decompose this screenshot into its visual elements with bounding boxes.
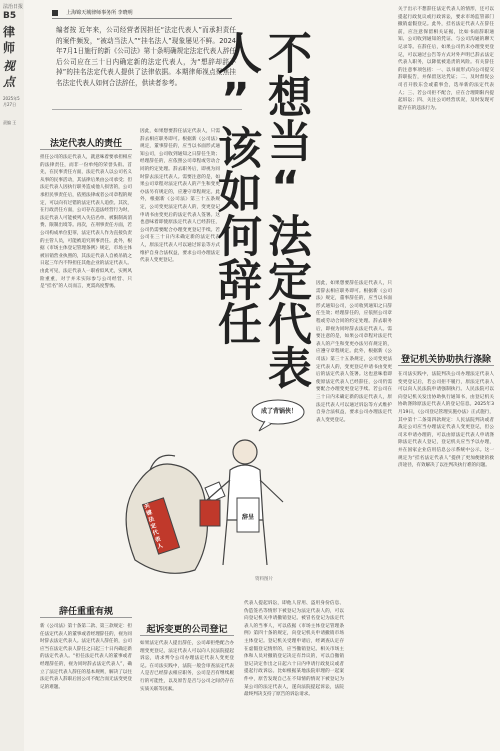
left-masthead-strip (0, 0, 24, 751)
section-title-registration: 登记机关协助执行涤除 (400, 355, 491, 365)
editor-note-tag: 上海锦天城律师事务所 李晓明 (66, 10, 133, 16)
body-text: 新《公司法》第十条第二款、第三款规定：担任法定代表人的董事或者经理辞任的，视为同时辞去法定代表人。法定代表人辞任的，公司应当在法定代表人辞任之日起三十日内确定新的法定代表人。“担任法定代表人的董事或者经理辞任的，视为同时辞去法定代表人”，确立了法定代表人辞任的基本规则，解决了以往法定代表人辞职后因公司不配合而无法变更登记的难题。 (40, 624, 132, 690)
middle-column-bottom (140, 622, 234, 732)
illustration (95, 390, 305, 590)
column-title-2: 视点 (3, 59, 16, 89)
square-bullet-icon (52, 10, 58, 16)
body-text: 因此，如果想要辞任法定代表人，只需辞去相应职务即可。根据新《公司法》规定，董事辞任的，应当以书面形式通知公司，公司收到通知之日辞任生效；经理辞任的，应依照公司章程或劳动合同的约定处理。辞去职务后，即视为同时辞去法定代表人。需要注意的是，如果公司章程对法定代表人的产生和变更办法另有规定的，应遵守章程规定。此外，根据新《公司法》第三十五条规定，公司变更法定代表人的，变更登记申请书由变更后的法定代表人签署。这也意味着即使原法定代表人已经辞任，公司仍需要配合办理变更登记手续。若公司在三十日内未确定新的法定代表人，原法定代表人可以通过诉讼等方式维护自身合法权益，要求公司办理法定代表人变更登记。 (140, 129, 220, 264)
paper-name: 法治日报 (2, 4, 23, 10)
right-center-column-top (316, 280, 392, 610)
date-line: 2025年5月27日 (3, 96, 20, 107)
body-text: 因此，如果想要辞任法定代表人，只需辞去相应职务即可。根据新《公司法》规定，董事辞任的，应当以书面形式通知公司，公司收到通知之日辞任生效；经理辞任的，应依照公司章程或劳动合同的约定处理。辞去职务后，即视为同时辞去法定代表人。需要注意的是，如果公司章程对法定代表人的产生和变更办法另有规定的，应遵守章程规定。此外，根据新《公司法》第三十五条规定，公司变更法定代表人的，变更登记申请书由变更后的法定代表人签署。这也意味着即使原法定代表人已经辞任，公司仍需要配合办理变更登记手续。若公司在三十日内未确定新的法定代表人，原法定代表人可以通过诉讼等方式维护自身合法权益，要求公司办理法定代表人变更登记。 (316, 281, 392, 423)
far-right-column (398, 6, 494, 746)
section-title-lawsuit: 起诉变更的公司登记 (146, 625, 228, 635)
column-title-1: 律师 (3, 25, 16, 55)
headline: 不想当“法定代表人”该如何辞任 (210, 30, 311, 389)
body-text: 在司法实践中，法院判决公司办理法定代表人变更登记后，若公司拒不履行，原法定代表人可以向人民法院申请强制执行。人民法院可以向登记机关发出协助执行通知书，由登记机关协助涤除原法定代表人的登记信息。2025年3月19日，《公司登记管理实施办法》正式施行，其中第十二条第四款规定：人民法院判决或者裁定公司应当办理法定代表人变更登记，但公司未申请办理的，可以由原法定代表人申请涤除法定代表人登记，登记机关应当予以办理，并在国家企业信用信息公示系统中公示。这一规定为“挂名法定代表人”提供了更加便捷的救济途径，有效解决了以往判决执行难的问题。 (398, 372, 494, 469)
divider (398, 365, 494, 366)
body-text: 关于出示不想辞任法定代表人的情形，还可以提起行政复议或行政诉讼，要求市场监管部门撤销虚假登记。此外，挂名法定代表人在辞任前，应注意保留相关证据，比如书面辞职通知、公司收到通知的凭证、与公司沟通的聊天记录等。在辞任后，如果公司仍未办理变更登记，可以通过公告等方式对外声明已辞去法定代表人职务，以降低被追责的风险。有关辞任的注意事项包括：一、以书面形式向公司提交辞职报告，并保留送达凭证；二、及时督促公司召开股东会或董事会，选举新的法定代表人；三、若公司拒不配合，应在合理期限内提起诉讼；四、关注公司经营状况，及时发现可能存在的违法行为。 (398, 7, 494, 111)
speech-bubble-text: 成了背锅侠！ (260, 408, 297, 415)
editor-note-header (52, 9, 232, 19)
page-number: B5 (3, 11, 17, 21)
body-text: 担任公司的法定代表人，就意味着要承担相应的法律责任，而非一份单纯的荣誉头衔。首先，在民事责任方面，法定代表人以公司名义从事的民事活动，其法律后果由公司承受；但法定代表人因执行职务造成他人损害的，公司承担民事责任后，依照法律或者公司章程的规定，可以向有过错的法定代表人追偿。其次，在行政责任方面，公司存在违法经营行为时，法定代表人可能被列入失信名单、被限制高消费、限制出境等。再次，在刑事责任方面，若公司构成单位犯罪，法定代表人作为直接负责的主管人员，可能被追究刑事责任。此外，根据《市场主体登记管理条例》规定，市场主体被吊销营业执照的，其法定代表人自被吊销之日起三年内不得担任其他企业的法定代表人。由此可见，法定代表人一职看似风光，实则风险重重，对于并未实际参与公司经营、只是“挂名”的人员而言，更需高度警惕。 (40, 155, 132, 290)
divider (140, 635, 234, 636)
bag-tag-text: 关键法定代表人 (143, 503, 164, 551)
body-text: 代表人提起诉讼，即他人冒用、盗用身份信息、伪造签名等情形下被登记为法定代表人的，可以向登记机关申请撤销登记。被冒名登记为法定代表人的当事人，可以依据《市场主体登记管理条例》第四十条的规定，向登记机关申请撤销市场主体登记。登记机关受理申请后，经调查认定存在虚假登记情形的，应当撤销登记。相关市场主体和人员对撤销登记决定有异议的，可以自撤销登记决定作出之日起六十日内申请行政复议或者提起行政诉讼。比如根据某地法院审理的一起案件中，原告发现自己在不知情的情况下被登记为某公司的法定代表人，遂向法院提起诉讼，法院最终判决支持了原告的诉讼请求。 (244, 601, 344, 698)
divider (40, 617, 132, 618)
editor-line: 责编 王 (3, 120, 17, 125)
photo-credit: 资料图片 (255, 577, 273, 582)
section-title-responsibility: 法定代表人的责任 (49, 139, 122, 149)
divider (40, 149, 132, 150)
resignation-letter-label: 辞呈 (241, 514, 254, 521)
body-text: 如果法定代表人提出辞任，公司却拒绝配合办理变更登记，法定代表人可以向人民法院提起诉讼，请求判令公司办理法定代表人变更登记。在司法实践中，法院一般会审查法定代表人是否已经辞去相应职务，公司是否有继续履行的可能性，以及原告是否与公司之间仍存在实质关联等因素。 (140, 641, 234, 692)
resignation-illustration-svg (95, 390, 305, 590)
editor-note-body: 编者按 近年来，公司经营者因担任“法定代表人”而承担责任的案件频发，“被动当法人”“挂名法人”现象屡见不鲜。2024年7月1日施行的新《公司法》第十条明确规定法定代表人辞任后公司应在三十日内确定新的法定代表人，为“想辞却辞不掉”的挂名法定代表人提供了法律依据。本期律师视点聚焦挂名法定代表人如何合法辞任，供读者参考。 (56, 26, 236, 87)
right-center-column-bottom (244, 600, 344, 740)
section-title-resignation: 辞任重重有规 (58, 607, 113, 617)
